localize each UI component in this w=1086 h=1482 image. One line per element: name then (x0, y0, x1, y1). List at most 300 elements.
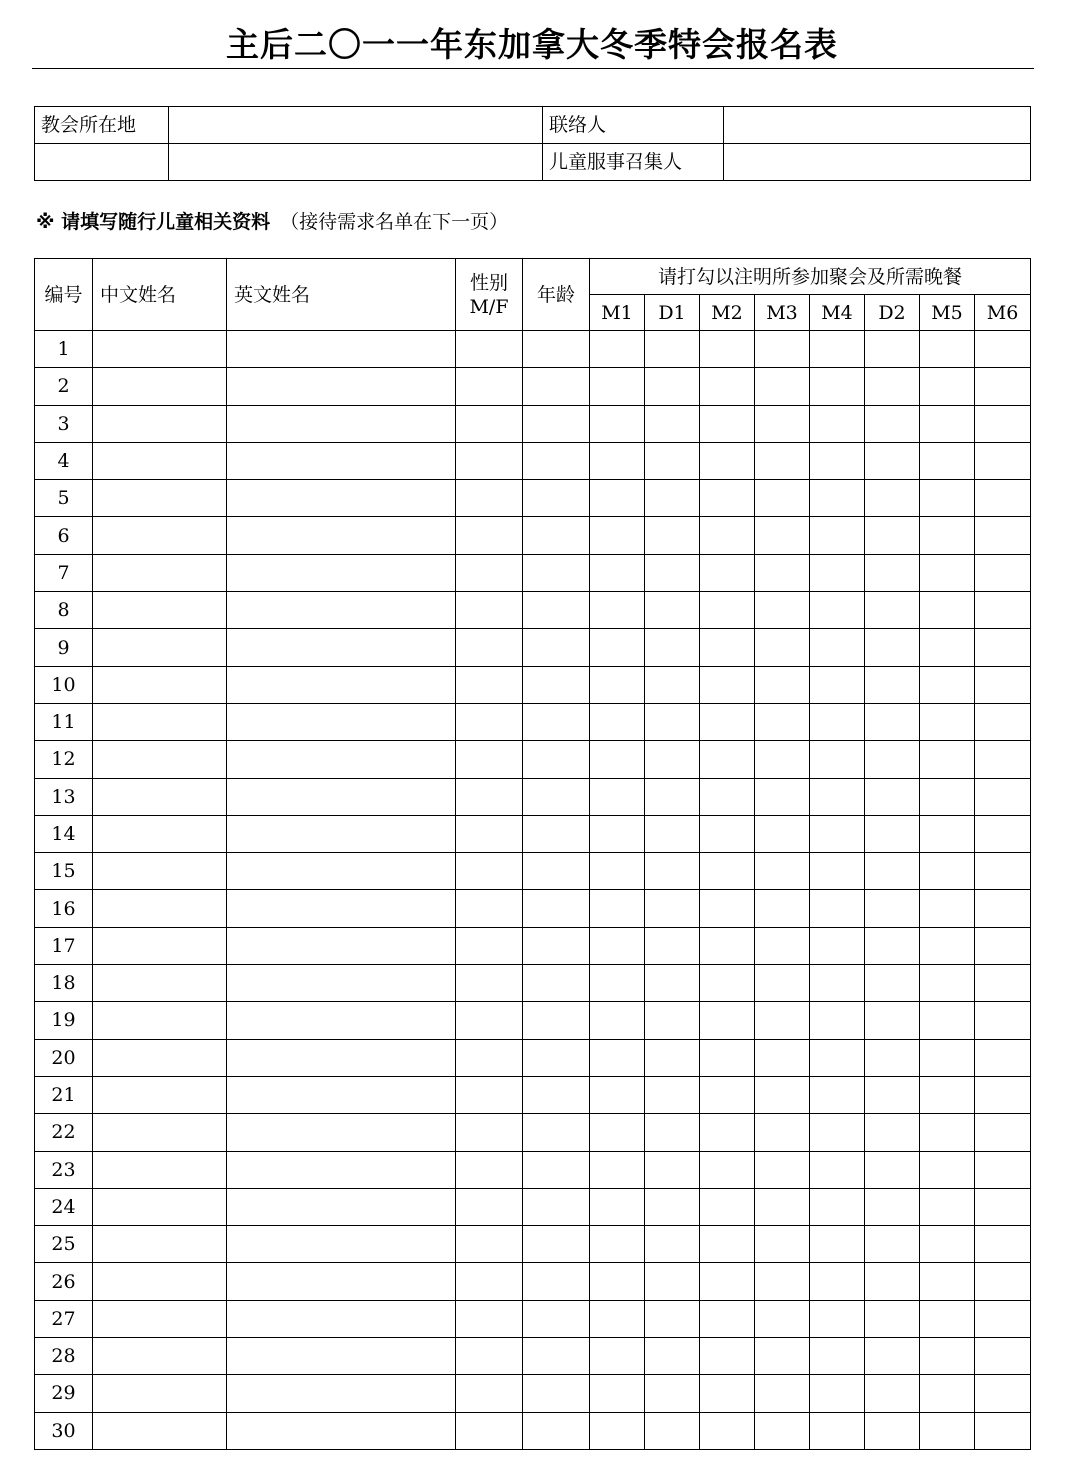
meeting-checkbox-m5[interactable] (920, 778, 975, 815)
meeting-checkbox-m4[interactable] (810, 890, 865, 927)
meeting-checkbox-m3[interactable] (755, 1002, 810, 1039)
meeting-checkbox-m6[interactable] (975, 629, 1031, 666)
meeting-checkbox-m2[interactable] (700, 1412, 755, 1449)
english-name-cell[interactable] (227, 1002, 456, 1039)
meeting-checkbox-m6[interactable] (975, 368, 1031, 405)
meeting-checkbox-d1[interactable] (645, 629, 700, 666)
gender-cell[interactable] (456, 965, 523, 1002)
age-cell[interactable] (523, 965, 590, 1002)
meeting-checkbox-d2[interactable] (865, 1076, 920, 1113)
meeting-checkbox-m3[interactable] (755, 442, 810, 479)
meeting-checkbox-m6[interactable] (975, 1151, 1031, 1188)
meeting-checkbox-m6[interactable] (975, 741, 1031, 778)
gender-cell[interactable] (456, 480, 523, 517)
meeting-checkbox-m5[interactable] (920, 554, 975, 591)
children-coordinator-field[interactable] (724, 144, 1031, 181)
meeting-checkbox-m5[interactable] (920, 703, 975, 740)
meeting-checkbox-d1[interactable] (645, 1151, 700, 1188)
english-name-cell[interactable] (227, 1338, 456, 1375)
english-name-cell[interactable] (227, 554, 456, 591)
gender-cell[interactable] (456, 1151, 523, 1188)
meeting-checkbox-d2[interactable] (865, 1412, 920, 1449)
meeting-checkbox-m2[interactable] (700, 517, 755, 554)
english-name-cell[interactable] (227, 741, 456, 778)
chinese-name-cell[interactable] (93, 1076, 227, 1113)
meeting-checkbox-d1[interactable] (645, 853, 700, 890)
meeting-checkbox-d2[interactable] (865, 890, 920, 927)
meeting-checkbox-d2[interactable] (865, 1263, 920, 1300)
chinese-name-cell[interactable] (93, 1188, 227, 1225)
meeting-checkbox-d2[interactable] (865, 629, 920, 666)
meeting-checkbox-m1[interactable] (590, 1338, 645, 1375)
age-cell[interactable] (523, 554, 590, 591)
meeting-checkbox-d1[interactable] (645, 666, 700, 703)
english-name-cell[interactable] (227, 778, 456, 815)
meeting-checkbox-m5[interactable] (920, 1039, 975, 1076)
meeting-checkbox-m5[interactable] (920, 965, 975, 1002)
meeting-checkbox-d1[interactable] (645, 1300, 700, 1337)
english-name-cell[interactable] (227, 368, 456, 405)
meeting-checkbox-m5[interactable] (920, 1114, 975, 1151)
chinese-name-cell[interactable] (93, 1412, 227, 1449)
meeting-checkbox-m1[interactable] (590, 703, 645, 740)
english-name-cell[interactable] (227, 927, 456, 964)
meeting-checkbox-m6[interactable] (975, 1263, 1031, 1300)
chinese-name-cell[interactable] (93, 442, 227, 479)
chinese-name-cell[interactable] (93, 517, 227, 554)
meeting-checkbox-m2[interactable] (700, 927, 755, 964)
chinese-name-cell[interactable] (93, 1300, 227, 1337)
meeting-checkbox-m2[interactable] (700, 703, 755, 740)
meeting-checkbox-m2[interactable] (700, 965, 755, 1002)
church-location-field-2[interactable] (169, 144, 543, 181)
meeting-checkbox-m4[interactable] (810, 442, 865, 479)
meeting-checkbox-m1[interactable] (590, 480, 645, 517)
meeting-checkbox-d2[interactable] (865, 442, 920, 479)
meeting-checkbox-m3[interactable] (755, 965, 810, 1002)
gender-cell[interactable] (456, 890, 523, 927)
age-cell[interactable] (523, 815, 590, 852)
english-name-cell[interactable] (227, 1263, 456, 1300)
church-location-extra-field[interactable] (35, 144, 169, 181)
meeting-checkbox-m2[interactable] (700, 666, 755, 703)
meeting-checkbox-m5[interactable] (920, 1412, 975, 1449)
meeting-checkbox-d1[interactable] (645, 965, 700, 1002)
meeting-checkbox-m2[interactable] (700, 1375, 755, 1412)
meeting-checkbox-d1[interactable] (645, 1039, 700, 1076)
english-name-cell[interactable] (227, 442, 456, 479)
age-cell[interactable] (523, 1412, 590, 1449)
gender-cell[interactable] (456, 853, 523, 890)
meeting-checkbox-m3[interactable] (755, 927, 810, 964)
meeting-checkbox-m5[interactable] (920, 442, 975, 479)
gender-cell[interactable] (456, 517, 523, 554)
meeting-checkbox-d1[interactable] (645, 927, 700, 964)
meeting-checkbox-m6[interactable] (975, 1300, 1031, 1337)
meeting-checkbox-m1[interactable] (590, 815, 645, 852)
english-name-cell[interactable] (227, 592, 456, 629)
gender-cell[interactable] (456, 405, 523, 442)
meeting-checkbox-m3[interactable] (755, 703, 810, 740)
meeting-checkbox-m4[interactable] (810, 927, 865, 964)
meeting-checkbox-m4[interactable] (810, 1338, 865, 1375)
meeting-checkbox-m6[interactable] (975, 1412, 1031, 1449)
gender-cell[interactable] (456, 331, 523, 368)
age-cell[interactable] (523, 1375, 590, 1412)
gender-cell[interactable] (456, 666, 523, 703)
chinese-name-cell[interactable] (93, 927, 227, 964)
age-cell[interactable] (523, 405, 590, 442)
meeting-checkbox-d1[interactable] (645, 1114, 700, 1151)
meeting-checkbox-m5[interactable] (920, 1263, 975, 1300)
meeting-checkbox-m6[interactable] (975, 1375, 1031, 1412)
english-name-cell[interactable] (227, 1300, 456, 1337)
meeting-checkbox-m6[interactable] (975, 666, 1031, 703)
meeting-checkbox-d2[interactable] (865, 778, 920, 815)
age-cell[interactable] (523, 1300, 590, 1337)
meeting-checkbox-m5[interactable] (920, 1188, 975, 1225)
meeting-checkbox-m5[interactable] (920, 815, 975, 852)
gender-cell[interactable] (456, 442, 523, 479)
meeting-checkbox-m1[interactable] (590, 517, 645, 554)
gender-cell[interactable] (456, 778, 523, 815)
meeting-checkbox-m3[interactable] (755, 1039, 810, 1076)
meeting-checkbox-d2[interactable] (865, 480, 920, 517)
english-name-cell[interactable] (227, 1412, 456, 1449)
meeting-checkbox-m4[interactable] (810, 741, 865, 778)
meeting-checkbox-m4[interactable] (810, 778, 865, 815)
chinese-name-cell[interactable] (93, 1114, 227, 1151)
chinese-name-cell[interactable] (93, 1263, 227, 1300)
age-cell[interactable] (523, 666, 590, 703)
meeting-checkbox-m4[interactable] (810, 368, 865, 405)
meeting-checkbox-d2[interactable] (865, 331, 920, 368)
meeting-checkbox-m1[interactable] (590, 1375, 645, 1412)
meeting-checkbox-m3[interactable] (755, 853, 810, 890)
age-cell[interactable] (523, 1188, 590, 1225)
chinese-name-cell[interactable] (93, 815, 227, 852)
meeting-checkbox-d2[interactable] (865, 1151, 920, 1188)
age-cell[interactable] (523, 517, 590, 554)
age-cell[interactable] (523, 368, 590, 405)
meeting-checkbox-d1[interactable] (645, 1375, 700, 1412)
meeting-checkbox-m5[interactable] (920, 1226, 975, 1263)
chinese-name-cell[interactable] (93, 890, 227, 927)
meeting-checkbox-d2[interactable] (865, 815, 920, 852)
chinese-name-cell[interactable] (93, 853, 227, 890)
meeting-checkbox-m5[interactable] (920, 629, 975, 666)
meeting-checkbox-m3[interactable] (755, 666, 810, 703)
age-cell[interactable] (523, 1226, 590, 1263)
meeting-checkbox-m3[interactable] (755, 1375, 810, 1412)
gender-cell[interactable] (456, 1188, 523, 1225)
meeting-checkbox-m1[interactable] (590, 554, 645, 591)
meeting-checkbox-m6[interactable] (975, 853, 1031, 890)
meeting-checkbox-m6[interactable] (975, 1114, 1031, 1151)
meeting-checkbox-m4[interactable] (810, 405, 865, 442)
meeting-checkbox-d1[interactable] (645, 1263, 700, 1300)
meeting-checkbox-m1[interactable] (590, 331, 645, 368)
meeting-checkbox-m4[interactable] (810, 517, 865, 554)
meeting-checkbox-m2[interactable] (700, 1338, 755, 1375)
age-cell[interactable] (523, 1263, 590, 1300)
meeting-checkbox-m1[interactable] (590, 1300, 645, 1337)
meeting-checkbox-d2[interactable] (865, 1375, 920, 1412)
chinese-name-cell[interactable] (93, 480, 227, 517)
chinese-name-cell[interactable] (93, 1338, 227, 1375)
chinese-name-cell[interactable] (93, 368, 227, 405)
meeting-checkbox-m1[interactable] (590, 1412, 645, 1449)
meeting-checkbox-m6[interactable] (975, 965, 1031, 1002)
chinese-name-cell[interactable] (93, 965, 227, 1002)
meeting-checkbox-m6[interactable] (975, 1188, 1031, 1225)
english-name-cell[interactable] (227, 1188, 456, 1225)
chinese-name-cell[interactable] (93, 778, 227, 815)
meeting-checkbox-d1[interactable] (645, 1002, 700, 1039)
age-cell[interactable] (523, 778, 590, 815)
meeting-checkbox-d2[interactable] (865, 554, 920, 591)
meeting-checkbox-m6[interactable] (975, 331, 1031, 368)
meeting-checkbox-m4[interactable] (810, 1226, 865, 1263)
meeting-checkbox-d1[interactable] (645, 517, 700, 554)
meeting-checkbox-m2[interactable] (700, 442, 755, 479)
meeting-checkbox-m6[interactable] (975, 1002, 1031, 1039)
english-name-cell[interactable] (227, 331, 456, 368)
meeting-checkbox-m2[interactable] (700, 1076, 755, 1113)
meeting-checkbox-m4[interactable] (810, 331, 865, 368)
english-name-cell[interactable] (227, 405, 456, 442)
english-name-cell[interactable] (227, 629, 456, 666)
meeting-checkbox-m5[interactable] (920, 517, 975, 554)
meeting-checkbox-m3[interactable] (755, 331, 810, 368)
age-cell[interactable] (523, 1076, 590, 1113)
meeting-checkbox-m6[interactable] (975, 778, 1031, 815)
meeting-checkbox-m4[interactable] (810, 703, 865, 740)
church-location-field[interactable] (169, 107, 543, 144)
meeting-checkbox-d1[interactable] (645, 1226, 700, 1263)
english-name-cell[interactable] (227, 1076, 456, 1113)
meeting-checkbox-m1[interactable] (590, 741, 645, 778)
meeting-checkbox-m1[interactable] (590, 1076, 645, 1113)
meeting-checkbox-m6[interactable] (975, 703, 1031, 740)
meeting-checkbox-m3[interactable] (755, 890, 810, 927)
age-cell[interactable] (523, 592, 590, 629)
chinese-name-cell[interactable] (93, 554, 227, 591)
meeting-checkbox-m1[interactable] (590, 927, 645, 964)
meeting-checkbox-m1[interactable] (590, 1039, 645, 1076)
meeting-checkbox-m5[interactable] (920, 927, 975, 964)
age-cell[interactable] (523, 1039, 590, 1076)
gender-cell[interactable] (456, 1412, 523, 1449)
meeting-checkbox-m4[interactable] (810, 1300, 865, 1337)
meeting-checkbox-d1[interactable] (645, 1188, 700, 1225)
chinese-name-cell[interactable] (93, 1151, 227, 1188)
meeting-checkbox-m3[interactable] (755, 1151, 810, 1188)
chinese-name-cell[interactable] (93, 1226, 227, 1263)
meeting-checkbox-m6[interactable] (975, 517, 1031, 554)
meeting-checkbox-m5[interactable] (920, 1375, 975, 1412)
meeting-checkbox-m2[interactable] (700, 554, 755, 591)
meeting-checkbox-m5[interactable] (920, 405, 975, 442)
meeting-checkbox-m3[interactable] (755, 1226, 810, 1263)
meeting-checkbox-m3[interactable] (755, 1412, 810, 1449)
meeting-checkbox-m4[interactable] (810, 1114, 865, 1151)
meeting-checkbox-m4[interactable] (810, 1375, 865, 1412)
meeting-checkbox-m2[interactable] (700, 368, 755, 405)
meeting-checkbox-m3[interactable] (755, 1076, 810, 1113)
gender-cell[interactable] (456, 1226, 523, 1263)
english-name-cell[interactable] (227, 517, 456, 554)
meeting-checkbox-d1[interactable] (645, 480, 700, 517)
english-name-cell[interactable] (227, 965, 456, 1002)
gender-cell[interactable] (456, 703, 523, 740)
age-cell[interactable] (523, 703, 590, 740)
age-cell[interactable] (523, 927, 590, 964)
gender-cell[interactable] (456, 554, 523, 591)
meeting-checkbox-m6[interactable] (975, 1338, 1031, 1375)
meeting-checkbox-m4[interactable] (810, 1039, 865, 1076)
meeting-checkbox-m6[interactable] (975, 480, 1031, 517)
meeting-checkbox-m6[interactable] (975, 1226, 1031, 1263)
meeting-checkbox-d2[interactable] (865, 853, 920, 890)
english-name-cell[interactable] (227, 666, 456, 703)
meeting-checkbox-m3[interactable] (755, 1114, 810, 1151)
age-cell[interactable] (523, 629, 590, 666)
chinese-name-cell[interactable] (93, 1375, 227, 1412)
meeting-checkbox-m3[interactable] (755, 517, 810, 554)
meeting-checkbox-m1[interactable] (590, 1151, 645, 1188)
meeting-checkbox-d2[interactable] (865, 1226, 920, 1263)
meeting-checkbox-d1[interactable] (645, 815, 700, 852)
meeting-checkbox-m3[interactable] (755, 815, 810, 852)
english-name-cell[interactable] (227, 1114, 456, 1151)
meeting-checkbox-m4[interactable] (810, 554, 865, 591)
meeting-checkbox-d2[interactable] (865, 1300, 920, 1337)
meeting-checkbox-m4[interactable] (810, 629, 865, 666)
english-name-cell[interactable] (227, 1226, 456, 1263)
meeting-checkbox-m4[interactable] (810, 853, 865, 890)
meeting-checkbox-m4[interactable] (810, 666, 865, 703)
meeting-checkbox-m4[interactable] (810, 1263, 865, 1300)
meeting-checkbox-m1[interactable] (590, 778, 645, 815)
meeting-checkbox-d1[interactable] (645, 1338, 700, 1375)
meeting-checkbox-m6[interactable] (975, 592, 1031, 629)
meeting-checkbox-m5[interactable] (920, 853, 975, 890)
meeting-checkbox-m4[interactable] (810, 592, 865, 629)
meeting-checkbox-m5[interactable] (920, 890, 975, 927)
meeting-checkbox-m6[interactable] (975, 890, 1031, 927)
meeting-checkbox-d2[interactable] (865, 703, 920, 740)
meeting-checkbox-d1[interactable] (645, 592, 700, 629)
chinese-name-cell[interactable] (93, 405, 227, 442)
meeting-checkbox-m5[interactable] (920, 1076, 975, 1113)
meeting-checkbox-m3[interactable] (755, 741, 810, 778)
meeting-checkbox-m1[interactable] (590, 629, 645, 666)
gender-cell[interactable] (456, 592, 523, 629)
english-name-cell[interactable] (227, 480, 456, 517)
meeting-checkbox-d2[interactable] (865, 592, 920, 629)
gender-cell[interactable] (456, 1300, 523, 1337)
meeting-checkbox-m2[interactable] (700, 853, 755, 890)
age-cell[interactable] (523, 480, 590, 517)
chinese-name-cell[interactable] (93, 629, 227, 666)
english-name-cell[interactable] (227, 853, 456, 890)
gender-cell[interactable] (456, 927, 523, 964)
meeting-checkbox-m1[interactable] (590, 368, 645, 405)
meeting-checkbox-m4[interactable] (810, 1188, 865, 1225)
english-name-cell[interactable] (227, 890, 456, 927)
meeting-checkbox-m4[interactable] (810, 480, 865, 517)
meeting-checkbox-m5[interactable] (920, 368, 975, 405)
meeting-checkbox-m3[interactable] (755, 1300, 810, 1337)
meeting-checkbox-m2[interactable] (700, 815, 755, 852)
meeting-checkbox-d1[interactable] (645, 1076, 700, 1113)
meeting-checkbox-m5[interactable] (920, 592, 975, 629)
meeting-checkbox-d1[interactable] (645, 703, 700, 740)
meeting-checkbox-m3[interactable] (755, 405, 810, 442)
english-name-cell[interactable] (227, 815, 456, 852)
english-name-cell[interactable] (227, 1151, 456, 1188)
meeting-checkbox-m3[interactable] (755, 480, 810, 517)
meeting-checkbox-m5[interactable] (920, 1338, 975, 1375)
meeting-checkbox-m6[interactable] (975, 1039, 1031, 1076)
meeting-checkbox-m6[interactable] (975, 815, 1031, 852)
gender-cell[interactable] (456, 368, 523, 405)
chinese-name-cell[interactable] (93, 592, 227, 629)
gender-cell[interactable] (456, 1039, 523, 1076)
meeting-checkbox-d2[interactable] (865, 666, 920, 703)
meeting-checkbox-m3[interactable] (755, 778, 810, 815)
contact-field[interactable] (724, 107, 1031, 144)
meeting-checkbox-d2[interactable] (865, 741, 920, 778)
meeting-checkbox-m2[interactable] (700, 1226, 755, 1263)
meeting-checkbox-m5[interactable] (920, 741, 975, 778)
meeting-checkbox-m2[interactable] (700, 1300, 755, 1337)
meeting-checkbox-m3[interactable] (755, 1338, 810, 1375)
meeting-checkbox-m4[interactable] (810, 1412, 865, 1449)
gender-cell[interactable] (456, 741, 523, 778)
meeting-checkbox-m2[interactable] (700, 741, 755, 778)
meeting-checkbox-m2[interactable] (700, 480, 755, 517)
meeting-checkbox-m2[interactable] (700, 778, 755, 815)
meeting-checkbox-m4[interactable] (810, 815, 865, 852)
meeting-checkbox-m1[interactable] (590, 442, 645, 479)
meeting-checkbox-d2[interactable] (865, 1039, 920, 1076)
meeting-checkbox-m4[interactable] (810, 1151, 865, 1188)
age-cell[interactable] (523, 890, 590, 927)
meeting-checkbox-m3[interactable] (755, 368, 810, 405)
meeting-checkbox-m6[interactable] (975, 405, 1031, 442)
meeting-checkbox-m1[interactable] (590, 1226, 645, 1263)
meeting-checkbox-m5[interactable] (920, 1300, 975, 1337)
gender-cell[interactable] (456, 1338, 523, 1375)
meeting-checkbox-m6[interactable] (975, 442, 1031, 479)
english-name-cell[interactable] (227, 703, 456, 740)
meeting-checkbox-m2[interactable] (700, 405, 755, 442)
meeting-checkbox-m1[interactable] (590, 1188, 645, 1225)
meeting-checkbox-m3[interactable] (755, 1263, 810, 1300)
meeting-checkbox-d2[interactable] (865, 1338, 920, 1375)
meeting-checkbox-m1[interactable] (590, 1114, 645, 1151)
gender-cell[interactable] (456, 1263, 523, 1300)
chinese-name-cell[interactable] (93, 741, 227, 778)
meeting-checkbox-m1[interactable] (590, 1002, 645, 1039)
age-cell[interactable] (523, 331, 590, 368)
meeting-checkbox-d1[interactable] (645, 442, 700, 479)
meeting-checkbox-m1[interactable] (590, 666, 645, 703)
meeting-checkbox-m6[interactable] (975, 554, 1031, 591)
meeting-checkbox-d2[interactable] (865, 368, 920, 405)
